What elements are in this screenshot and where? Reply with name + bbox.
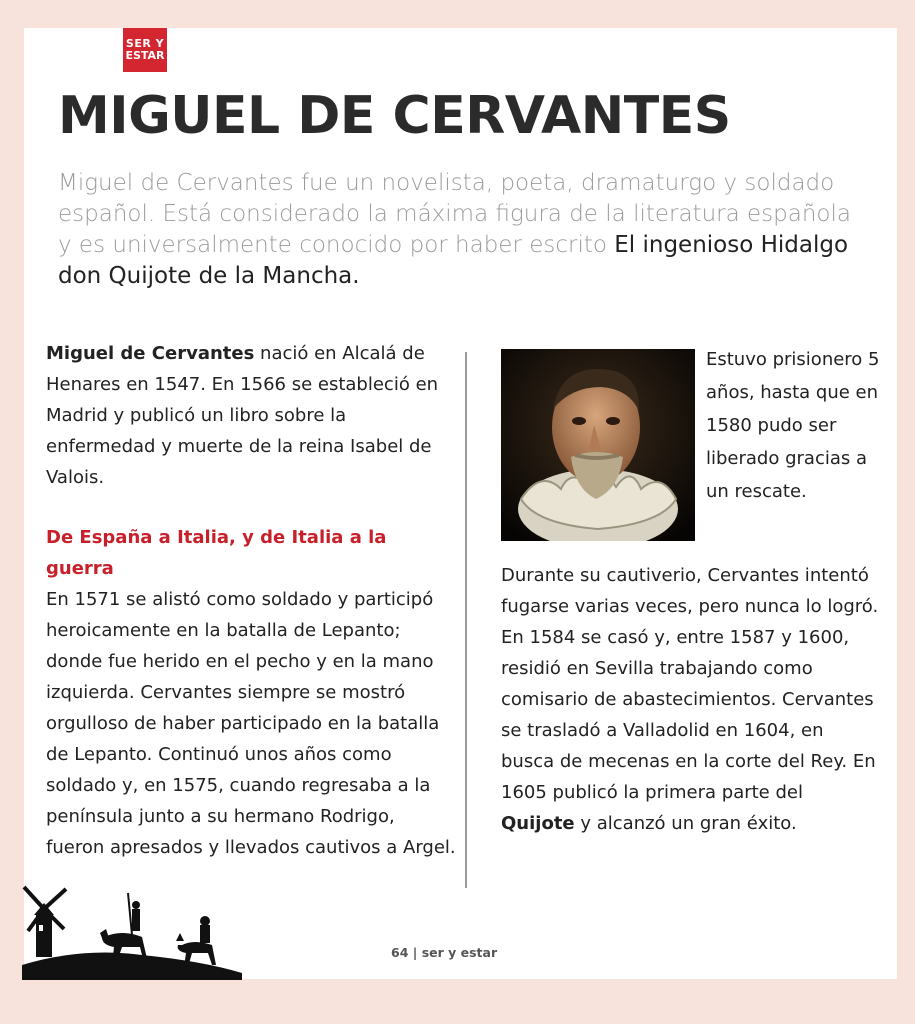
- ser-y-estar-logo: [123, 28, 167, 72]
- page-number: 64: [391, 945, 409, 960]
- left-column: [46, 338, 456, 863]
- birth-paragraph: [46, 338, 456, 493]
- portrait-caption: Estuvo prisionero 5 años, hasta que en 1580 pudo ser liberado gracias a un rescate.: [706, 349, 880, 502]
- birth-text: nació en Alcalá de Henares en 1547. En 1566 se estableció en Madrid y publicó un libro sobre la enfermedad y muerte de la reina Isabel de Valois.: [46, 343, 439, 488]
- captivity-end: y alcanzó un gran éxito.: [574, 813, 797, 834]
- captivity-paragraph: [501, 560, 881, 839]
- right-column: [501, 560, 881, 839]
- logo-line-1: SER Y: [125, 37, 165, 50]
- intro-text: Miguel de Cervantes fue un novelista, poeta, dramaturgo y soldado español. Está considerado la máxima figura de la literatura española y es universalmente conocido por haber escrito: [58, 170, 851, 258]
- birth-bold: Miguel de Cervantes: [46, 343, 255, 364]
- cervantes-portrait: [501, 349, 695, 541]
- intro-paragraph: [58, 168, 858, 292]
- publication-name: ser y estar: [421, 945, 498, 960]
- page-footer: [391, 945, 497, 960]
- logo-line-2: ESTAR: [125, 49, 165, 62]
- footer-separator: |: [408, 945, 422, 960]
- section-subheading: De España a Italia, y de Italia a la guerra: [46, 527, 387, 579]
- page-title: MIGUEL DE CERVANTES: [58, 86, 731, 146]
- captivity-text: Durante su cautiverio, Cervantes intentó fugarse varias veces, pero nunca lo logró. En 1584 se casó y, entre 1587 y 1600, residió en Sevilla trabajando como comisario de abastecimientos. Cervantes se trasladó a Valladolid en 1604, en busca de mecenas en la corte del Rey. En 1605 publicó la primera parte del: [501, 565, 879, 803]
- soldier-paragraph: En 1571 se alistó como soldado y participó heroicamente en la batalla de Lepanto; donde fue herido en el pecho y en la mano izquierda. Cervantes siempre se mostró orgulloso de haber participado en la batalla de Lepanto. Continuó unos años como soldado y, en 1575, cuando regresaba a la península junto a su hermano Rodrigo, fueron apresados y llevados cautivos a Argel.: [46, 589, 456, 858]
- quixote-silhouette-illustration: [22, 885, 242, 980]
- column-divider: [465, 352, 467, 888]
- intro-highlight: El ingenioso Hidalgo don Quijote de la Mancha.: [58, 232, 849, 289]
- quijote-bold: Quijote: [501, 813, 575, 834]
